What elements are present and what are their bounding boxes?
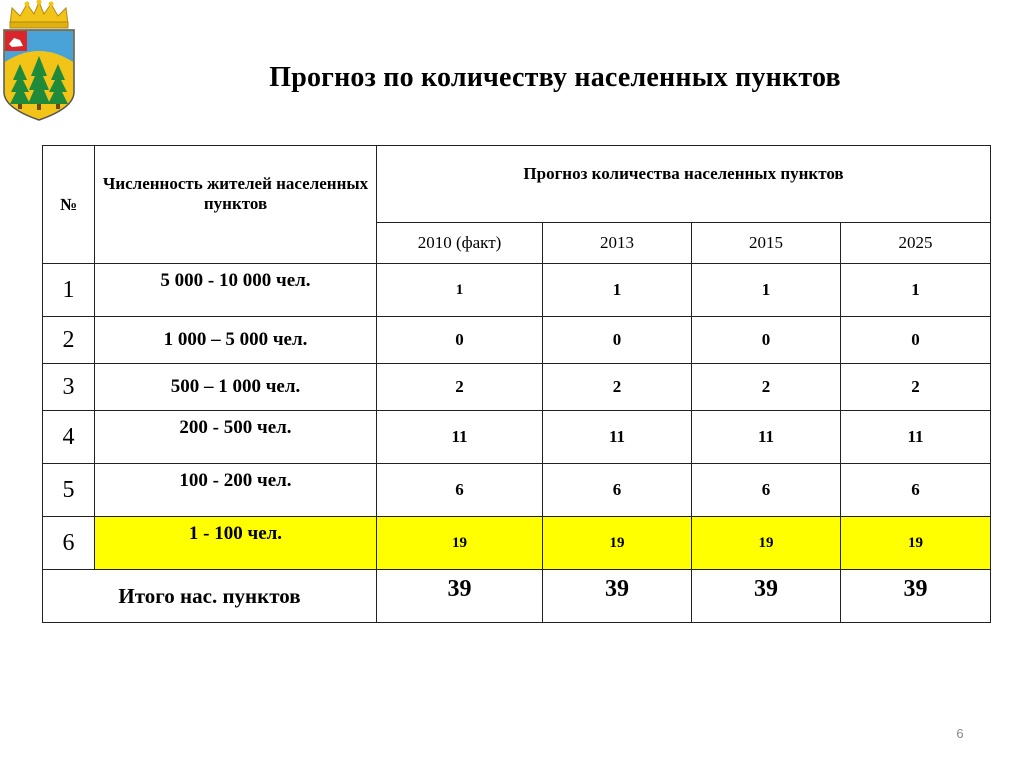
row-value: 2 xyxy=(692,364,841,411)
row-value: 1 xyxy=(841,264,991,317)
row-value: 11 xyxy=(377,411,543,464)
row-number: 2 xyxy=(43,317,95,364)
table-row xyxy=(43,464,991,517)
row-value: 6 xyxy=(377,464,543,517)
row-number: 6 xyxy=(43,517,95,570)
row-value: 19 xyxy=(377,517,543,570)
row-value: 1 xyxy=(692,264,841,317)
forecast-table xyxy=(42,145,991,623)
row-value: 2 xyxy=(543,364,692,411)
header-year: 2025 xyxy=(841,223,991,264)
header-year: 2013 xyxy=(543,223,692,264)
total-label: Итого нас. пунктов xyxy=(43,570,377,623)
row-range: 500 – 1 000 чел. xyxy=(95,364,377,411)
row-range: 200 - 500 чел. xyxy=(95,411,377,464)
row-number: 4 xyxy=(43,411,95,464)
crown-icon xyxy=(10,0,68,28)
table-row xyxy=(43,411,991,464)
row-value: 0 xyxy=(543,317,692,364)
row-value: 6 xyxy=(841,464,991,517)
table-header-row xyxy=(43,146,991,223)
header-forecast: Прогноз количества населенных пунктов xyxy=(377,146,991,223)
total-value: 39 xyxy=(543,570,692,623)
row-number: 1 xyxy=(43,264,95,317)
header-population: Численность жителей населенных пунктов xyxy=(95,146,377,264)
total-row xyxy=(43,570,991,623)
total-value: 39 xyxy=(377,570,543,623)
total-value: 39 xyxy=(692,570,841,623)
row-value: 1 xyxy=(543,264,692,317)
row-range: 5 000 - 10 000 чел. xyxy=(95,264,377,317)
header-num: № xyxy=(43,146,95,264)
coat-of-arms-icon xyxy=(0,0,78,122)
row-value: 11 xyxy=(543,411,692,464)
row-value: 19 xyxy=(841,517,991,570)
row-value: 19 xyxy=(692,517,841,570)
row-range: 1 - 100 чел. xyxy=(95,517,377,570)
row-value: 2 xyxy=(377,364,543,411)
row-value: 1 xyxy=(377,264,543,317)
row-range: 1 000 – 5 000 чел. xyxy=(95,317,377,364)
row-value: 11 xyxy=(692,411,841,464)
row-value: 2 xyxy=(841,364,991,411)
row-value: 0 xyxy=(841,317,991,364)
header-year: 2015 xyxy=(692,223,841,264)
row-value: 0 xyxy=(692,317,841,364)
row-value: 6 xyxy=(692,464,841,517)
row-value: 0 xyxy=(377,317,543,364)
row-number: 5 xyxy=(43,464,95,517)
row-value: 19 xyxy=(543,517,692,570)
table-row xyxy=(43,317,991,364)
total-value: 39 xyxy=(841,570,991,623)
row-value: 11 xyxy=(841,411,991,464)
table-row xyxy=(43,264,991,317)
header-year: 2010 (факт) xyxy=(377,223,543,264)
row-range: 100 - 200 чел. xyxy=(95,464,377,517)
row-number: 3 xyxy=(43,364,95,411)
table-row-highlighted xyxy=(43,517,991,570)
table-row xyxy=(43,364,991,411)
page-title: Прогноз по количеству населенных пунктов xyxy=(269,62,841,93)
page-number: 6 xyxy=(956,726,964,741)
row-value: 6 xyxy=(543,464,692,517)
